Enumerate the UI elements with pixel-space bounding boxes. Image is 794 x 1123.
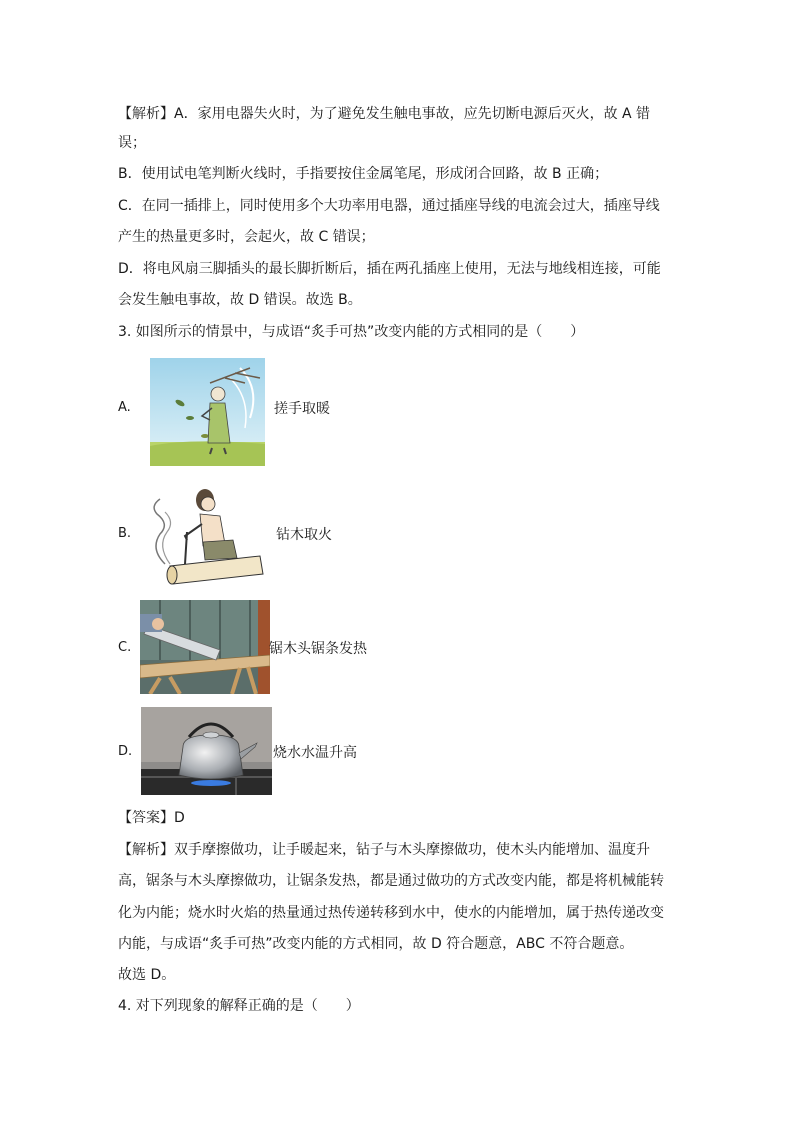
analysis-line-3: B．使用试电笔判断火线时，手指要按住金属笔尾，形成闭合回路，故 B 正确； bbox=[118, 166, 609, 182]
question-4-stem: 4. 对下列现象的解释正确的是（ ） bbox=[118, 998, 360, 1014]
option-b-image bbox=[145, 484, 267, 588]
q3-analysis-line-4: 内能，与成语“炙手可热”改变内能的方式相同，故 D 符合题意，ABC 不符合题意。 bbox=[118, 936, 634, 952]
option-b-text: 钻木取火 bbox=[276, 527, 332, 543]
q3-analysis-line-1: 【解析】双手摩擦做功，让手暖起来，钻子与木头摩擦做功，使木头内能增加、温度升 bbox=[118, 842, 650, 858]
option-c-image bbox=[140, 600, 270, 694]
analysis-line-4: C．在同一插排上，同时使用多个大功率用电器，通过插座导线的电流会过大，插座导线 bbox=[118, 198, 660, 214]
option-a-letter: A. bbox=[118, 400, 131, 415]
option-a-text: 搓手取暖 bbox=[274, 401, 330, 417]
q3-analysis-line-5: 故选 D。 bbox=[118, 967, 176, 983]
question-3-stem: 3. 如图所示的情景中，与成语“炙手可热”改变内能的方式相同的是（ ） bbox=[118, 324, 585, 340]
option-a-image bbox=[150, 358, 265, 466]
analysis-line-1: 【解析】A．家用电器失火时，为了避免发生触电事故，应先切断电源后灭火，故 A 错 bbox=[118, 106, 651, 122]
analysis-line-7: 会发生触电事故，故 D 错误。故选 B。 bbox=[118, 292, 362, 308]
answer-line: 【答案】D bbox=[118, 810, 185, 826]
q3-analysis-line-2: 高，锯条与木头摩擦做功，让锯条发热，都是通过做功的方式改变内能，都是将机械能转 bbox=[118, 873, 664, 889]
option-d-letter: D. bbox=[118, 744, 133, 759]
option-d-text: 烧水水温升高 bbox=[273, 745, 357, 761]
analysis-line-6: D．将电风扇三脚插头的最长脚折断后，插在两孔插座上使用，无法与地线相连接，可能 bbox=[118, 261, 661, 277]
option-b-letter: B. bbox=[118, 526, 132, 541]
option-d-image bbox=[141, 707, 272, 795]
option-c-text: 锯木头锯条发热 bbox=[269, 641, 367, 657]
option-c-letter: C. bbox=[118, 640, 132, 655]
analysis-line-5: 产生的热量更多时，会起火，故 C 错误； bbox=[118, 229, 375, 245]
analysis-line-2: 误； bbox=[118, 135, 146, 151]
q3-analysis-line-3: 化为内能；烧水时火焰的热量通过热传递转移到水中，使水的内能增加，属于热传递改变 bbox=[118, 905, 664, 921]
